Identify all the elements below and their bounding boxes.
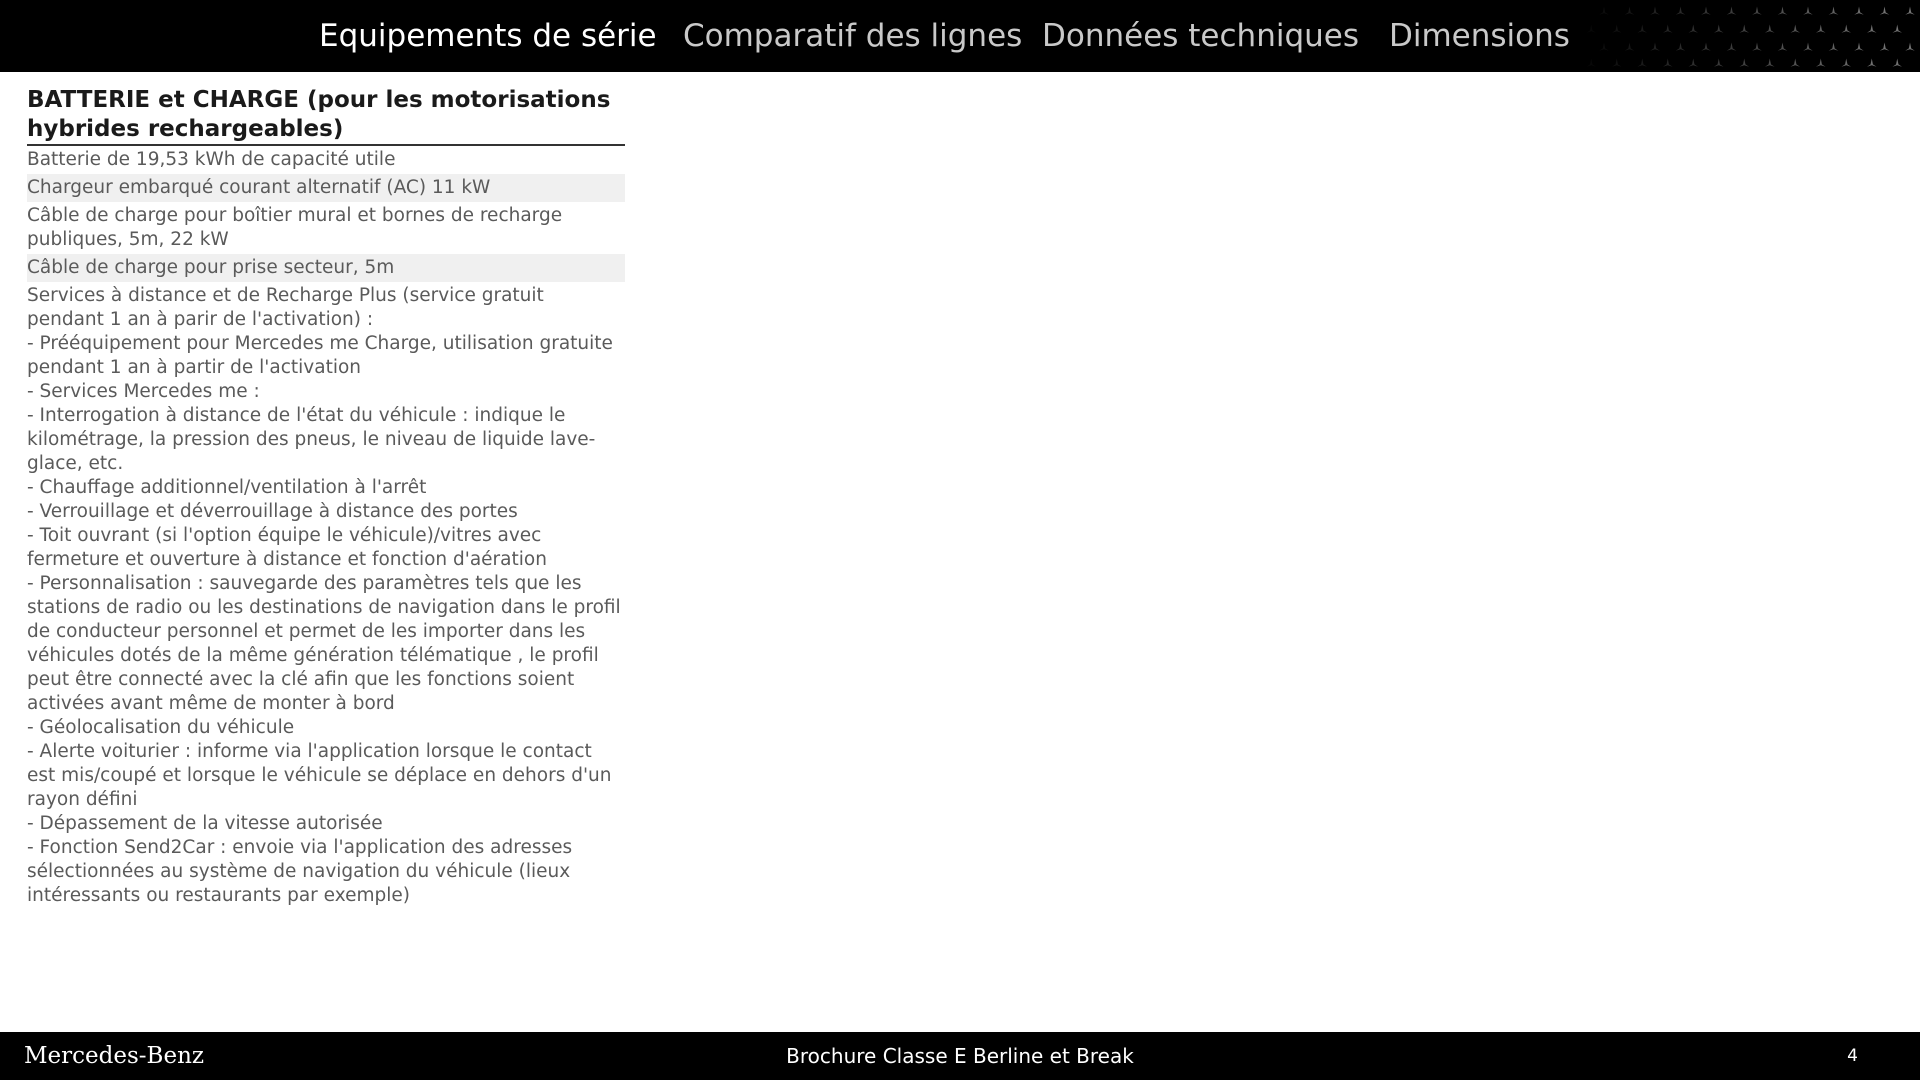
- equipment-list: [27, 146, 625, 910]
- tab-comparatif-des-lignes[interactable]: Comparatif des lignes: [683, 18, 1023, 54]
- equipment-item: Batterie de 19,53 kWh de capacité utile: [27, 149, 396, 170]
- page-number: 4: [1847, 1046, 1858, 1066]
- equipment-item: Services à distance et de Recharge Plus (service gratuit pendant 1 an à parir de l'activation) : - Prééquipement pour Mercedes me Charge, utilisation gratuite pendant 1 an à partir de l'activation - Services Mercedes me : - Interrogation à distance de l'état du véhicule : indique le kilométrage, la pression des pneus, le niveau de liquide lave-glace, etc. - Chauffage additionnel/ventilation à l'arrêt - Verrouillage et déverrouillage à distance des portes - Toit ouvrant (si l'option équipe le véhicule)/vitres avec fermeture et ouverture à distance et fonction d'aération - Personnalisation : sauvegarde des paramètres tels que les stations de radio ou les destinations de navigation dans le profil de conducteur personnel et permet de les importer dans les véhicules dotés de la même génération télématique , le profil peut être connecté avec la clé afin que les fonctions soient activées avant même de monter à bord - Géolocalisation du véhicule - Alerte voiturier : informe via l'application lorsque le contact est mis/coupé et lorsque le véhicule se déplace en dehors d'un rayon défini - Dépassement de la vitesse autorisée - Fonction Send2Car : envoie via l'application des adresses sélectionnées au système de navigation du véhicule (lieux intéressants ou restaurants par exemple): [27, 285, 621, 906]
- tab-dimensions[interactable]: Dimensions: [1389, 18, 1570, 54]
- equipment-item: Câble de charge pour prise secteur, 5m: [27, 254, 625, 282]
- section-tabs: [0, 0, 1920, 72]
- top-navigation-bar: [0, 0, 1920, 72]
- equipment-item: Chargeur embarqué courant alternatif (AC) 11 kW: [27, 174, 625, 202]
- section-title: BATTERIE et CHARGE (pour les motorisations hybrides rechargeables): [27, 86, 625, 146]
- brand-logo: Mercedes-Benz: [24, 1043, 205, 1069]
- footer-title: Brochure Classe E Berline et Break: [786, 1044, 1134, 1068]
- footer-bar: [0, 1032, 1920, 1080]
- tab-equipements-de-serie[interactable]: Equipements de série: [319, 18, 657, 54]
- equipment-section: [27, 86, 625, 910]
- equipment-item: Câble de charge pour boîtier mural et bornes de recharge publiques, 5m, 22 kW: [27, 205, 568, 250]
- tab-donnees-techniques[interactable]: Données techniques: [1042, 18, 1360, 54]
